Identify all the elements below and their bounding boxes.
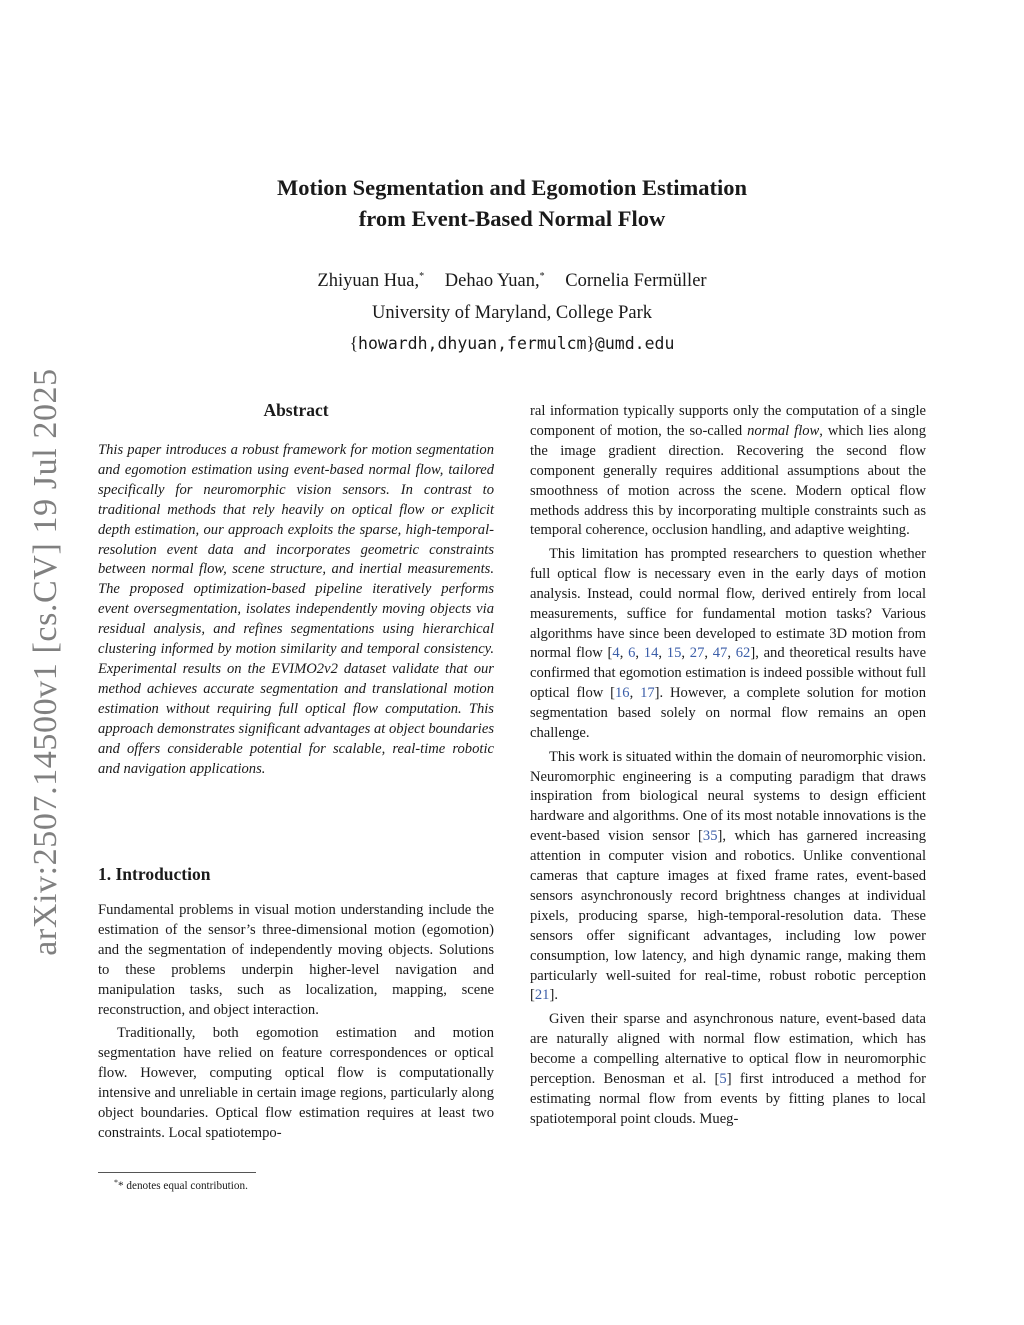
right-column-body [530, 402, 926, 1129]
paper-title [200, 172, 824, 234]
right-paragraph-2: This limitation has prompted researchers to question whether full optical flow is necessary even in the early days of motion analysis. Instead, could normal flow, derived entirely from local measurements, suffice for fundamental motion tasks? Various algorithms have since been developed to estimate 3D motion from normal flow [4, 6, 14, 15, 27, 47, 62], and theoretical results have confirmed that egomotion estimation is indeed possible without full optical flow [16, 17]. However, a complete solution for motion segmentation based solely on normal flow remains an open challenge. [530, 545, 927, 742]
right-paragraph-1: ral information typically supports only the computation of a single component of motion, the so-called normal flow, which lies along the image gradient direction. Recovering the second flow component generally requires additional assumptions about the smoothness of motion across the scene. Modern optical flow methods address this by incorporating multiple constraints such as temporal coherence, occlusion handling, and adaptive weighting. [530, 403, 927, 539]
citation-link[interactable]: 47 [712, 645, 728, 662]
author-emails: {howardh,dhyuan,fermulcm}@umd.edu [349, 333, 675, 353]
citation-link[interactable]: 4 [612, 645, 620, 662]
abstract-paragraph: This paper introduces a robust framework for motion segmentation and egomotion estimation using event-based normal flow, tailored specifically for neuromorphic vision sensors. In contrast to traditional methods that rely heavily on optical flow or explicit depth estimation, our approach exploits the sparse, high-temporal-resolution event data and incorporates geometric constraints between normal flow, scene structure, and inertial measurements. The proposed optimization-based pipeline iteratively performs event oversegmentation, isolates independently moving objects via residual analysis, and refines segmentations using hierarchical clustering informed by motion similarity and temporal consistency. Experimental results on the EVIMO2v2 dataset validate that our method achieves accurate segmentation and translational motion estimation without requiring full optical flow computation. This approach demonstrates significant advantages at object boundaries and offers considerable potential for scalable, real-time robotic and navigation applications. [98, 442, 494, 777]
citation-link[interactable]: 5 [719, 1070, 727, 1087]
citation-link[interactable]: 27 [689, 645, 705, 662]
citation-link[interactable]: 62 [735, 645, 751, 662]
citation-link[interactable]: 21 [534, 987, 550, 1004]
citation-link[interactable]: 15 [666, 645, 682, 662]
title-line-1: Motion Segmentation and Egomotion Estimation [276, 175, 748, 200]
abstract-body [98, 441, 494, 779]
title-line-2: from Event-Based Normal Flow [358, 206, 666, 231]
author-1: Zhiyuan Hua,* [317, 271, 425, 291]
footnote-divider [98, 1172, 256, 1173]
arxiv-identifier: arXiv:2507.14500v1 [cs.CV] 19 Jul 2025 [27, 368, 64, 956]
footnote: ** denotes equal contribution. [114, 1178, 248, 1192]
equal-contribution-mark: * [539, 271, 545, 282]
section-heading-introduction: 1. Introduction [98, 864, 211, 884]
author-list [200, 271, 824, 292]
affiliation: University of Maryland, College Park [371, 303, 652, 323]
author-2: Dehao Yuan,* [444, 271, 545, 291]
introduction-body [98, 901, 494, 1143]
intro-paragraph-1: Fundamental problems in visual motion understanding include the estimation of the sensor’s three-dimensional motion (egomotion) and the segmentation of independently moving objects. Solutions to these problems underpin higher-level navigation and manipulation tasks, such as localization, mapping, scene reconstruction, and object interaction. [98, 902, 494, 1018]
citation-link[interactable]: 35 [702, 828, 718, 845]
right-paragraph-4: Given their sparse and asynchronous nature, event-based data are naturally aligned with normal flow estimation, which has become a compelling alternative to optical flow in neuromorphic perception. Benosman et al. [5] first introduced a method for estimating normal flow from events by fitting planes to local spatiotemporal point clouds. Mueg- [530, 1010, 927, 1127]
citation-link[interactable]: 14 [643, 645, 659, 662]
author-3: Cornelia Fermüller [565, 271, 707, 291]
abstract-heading: Abstract [263, 400, 329, 420]
citation-link[interactable]: 16 [614, 685, 630, 702]
citation-link[interactable]: 6 [628, 645, 636, 662]
citation-link[interactable]: 17 [640, 685, 655, 702]
equal-contribution-mark: * [419, 271, 425, 282]
intro-paragraph-2: Traditionally, both egomotion estimation and motion segmentation have relied on feature correspondences or optical flow. However, computing optical flow is computationally intensive and unreliable in certain image regions, particularly along object boundaries. Optical flow estimation requires at least two constraints. Local spatiotempo- [98, 1025, 494, 1141]
right-paragraph-3: This work is situated within the domain of neuromorphic vision. Neuromorphic engineering is a computing paradigm that draws inspiration from biological neural systems to design efficient hardware and algorithms. One of its most notable innovations is the event-based vision sensor [35], which has garnered increasing attention in computer vision and robotics. Unlike conventional cameras that capture images at fixed frame rates, event-based sensors asynchronously record brightness changes at individual pixels, producing sparse, high-temporal-resolution data. These sensors offer significant advantages, including low power consumption, low latency, and high dynamic range, making them particularly well-suited for real-time, robust robotic perception [21]. [530, 748, 927, 1004]
